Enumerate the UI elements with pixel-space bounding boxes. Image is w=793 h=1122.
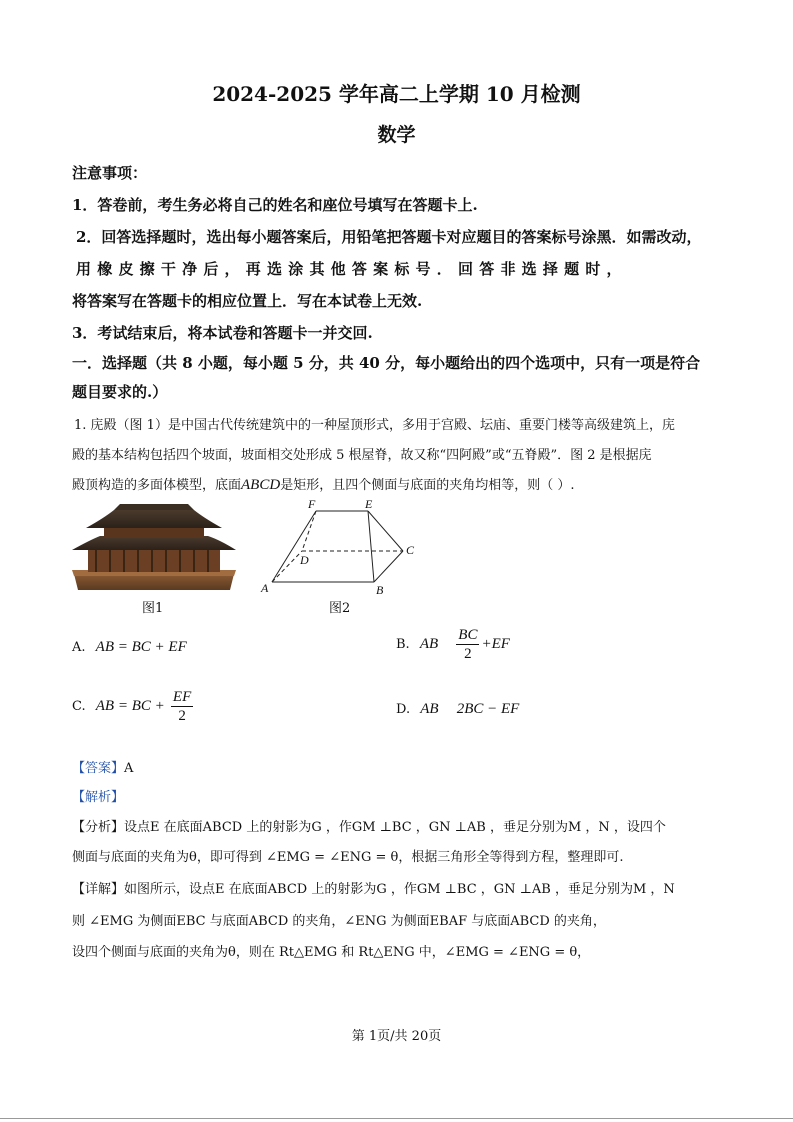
option-b-left: AB [419,636,439,652]
xiangjie-tag: 【详解】 [72,882,125,897]
fenxi-line-2: 侧面与底面的夹角为θ，即可得到 ∠EMG = ∠ENG = θ，根据三角形全等得到方程，整理即可. [72,850,624,865]
section-heading-line-1: 一．选择题（共 8 小题，每小题 5 分，共 40 分，每小题给出的四个选项中，只有一项是符合 [72,354,701,372]
vertex-label-b: B [376,583,384,597]
vertex-label-a: A [261,581,269,595]
option-d[interactable] [396,701,519,718]
fenxi-text-1: 设点E 在底面ABCD 上的射影为G ，作GM ⊥BC ，GN ⊥AB ，垂足分别为M ，N ，设四个 [124,820,666,835]
answer-line [72,757,133,776]
answer-tag: 【答案】 [72,761,125,776]
vertex-label-c: C [406,543,415,557]
xiangjie-line-3: 设四个侧面与底面的夹角为θ，则在 Rt△EMG 和 Rt△ENG 中，∠EMG = ∠ENG = θ， [72,945,591,960]
option-c-label: C. [72,699,86,714]
page-number: 第 1页/共 20页 [351,1029,442,1044]
question-line-3 [72,474,574,494]
option-a[interactable] [72,639,187,656]
xiangjie-text-1: 如图所示，设点E 在底面ABCD 上的射影为G ，作GM ⊥BC ，GN ⊥AB ，垂足分别为M ，N [124,882,675,897]
notice-item-2-line-3: 将答案写在答题卡的相应位置上．写在本试卷上无效. [72,292,423,310]
xiangjie-line-2: 则 ∠EMG 为侧面EBC 与底面ABCD 的夹角，∠ENG 为侧面EBAF 与底面ABCD 的夹角， [72,914,606,929]
vertex-label-e: E [365,497,373,511]
option-d-label: D. [396,702,411,717]
option-d-left: AB [420,701,439,717]
vertex-label-d: D [300,553,309,567]
fenxi-tag: 【分析】 [72,820,125,835]
figure-1-caption: 图1 [142,601,164,616]
option-b-numerator: BC [458,627,478,643]
question-line-3-a: 殿顶构造的多面体模型，底面 [72,478,242,493]
option-b-fraction [456,626,479,663]
page-title: 2024-2025 学年高二上学期 10 月检测 [212,82,581,106]
option-d-right: 2BC − EF [456,701,520,717]
question-line-3-b: 是矩形，且四个侧面与底面的夹角均相等，则（ ）. [280,478,575,493]
question-line-1: 1. 庑殿（图 1）是中国古代传统建筑中的一种屋顶形式，多用于宫殿、坛庙、重要门楼等高级建筑上，庑 [74,418,675,433]
question-line-3-math: ABCD [241,477,281,493]
option-c-fraction [171,688,193,725]
vertex-label-f: F [308,497,316,511]
option-b[interactable] [396,626,510,663]
notice-item-3: 3．考试结束后，将本试卷和答题卡一并交回. [72,324,373,342]
notice-heading: 注意事项： [72,164,148,182]
polyhedron-diagram [256,495,426,600]
answer-value: A [124,761,134,776]
option-b-right: +EF [481,636,510,652]
palace-figure [70,500,238,600]
option-b-denominator: 2 [464,646,472,662]
option-c-numerator: EF [172,689,192,705]
option-a-expression: AB = BC + EF [95,639,187,655]
figure-2-caption: 图2 [329,601,351,616]
option-a-label: A. [72,640,86,655]
option-c-left: AB = BC + [95,698,165,714]
xiangjie-line-1 [72,878,675,897]
option-b-label: B. [396,637,410,652]
subject-title: 数学 [377,124,416,146]
analysis-tag: 【解析】 [72,790,125,805]
notice-item-2-line-1: 2．回答选择题时，选出每小题答案后，用铅笔把答题卡对应题目的答案标号涂黑．如需改动， [76,228,702,246]
notice-item-2-line-2: 用 橡 皮 擦 干 净 后 ， 再 选 涂 其 他 答 案 标 号 ． 回 答 非 选 择 题 时 ， [76,260,623,278]
option-c-denominator: 2 [178,708,186,724]
fenxi-line-1 [72,816,666,835]
notice-item-1: 1．答卷前，考生务必将自己的姓名和座位号填写在答题卡上. [72,196,478,214]
section-heading-line-2: 题目要求的.） [72,383,168,401]
option-c[interactable] [72,688,195,725]
page-bottom-rule [0,1118,793,1119]
question-line-2: 殿的基本结构包括四个坡面，坡面相交处形成 5 根屋脊，故又称“四阿殿”或“五脊殿”．图 2 是根据庑 [72,448,652,463]
